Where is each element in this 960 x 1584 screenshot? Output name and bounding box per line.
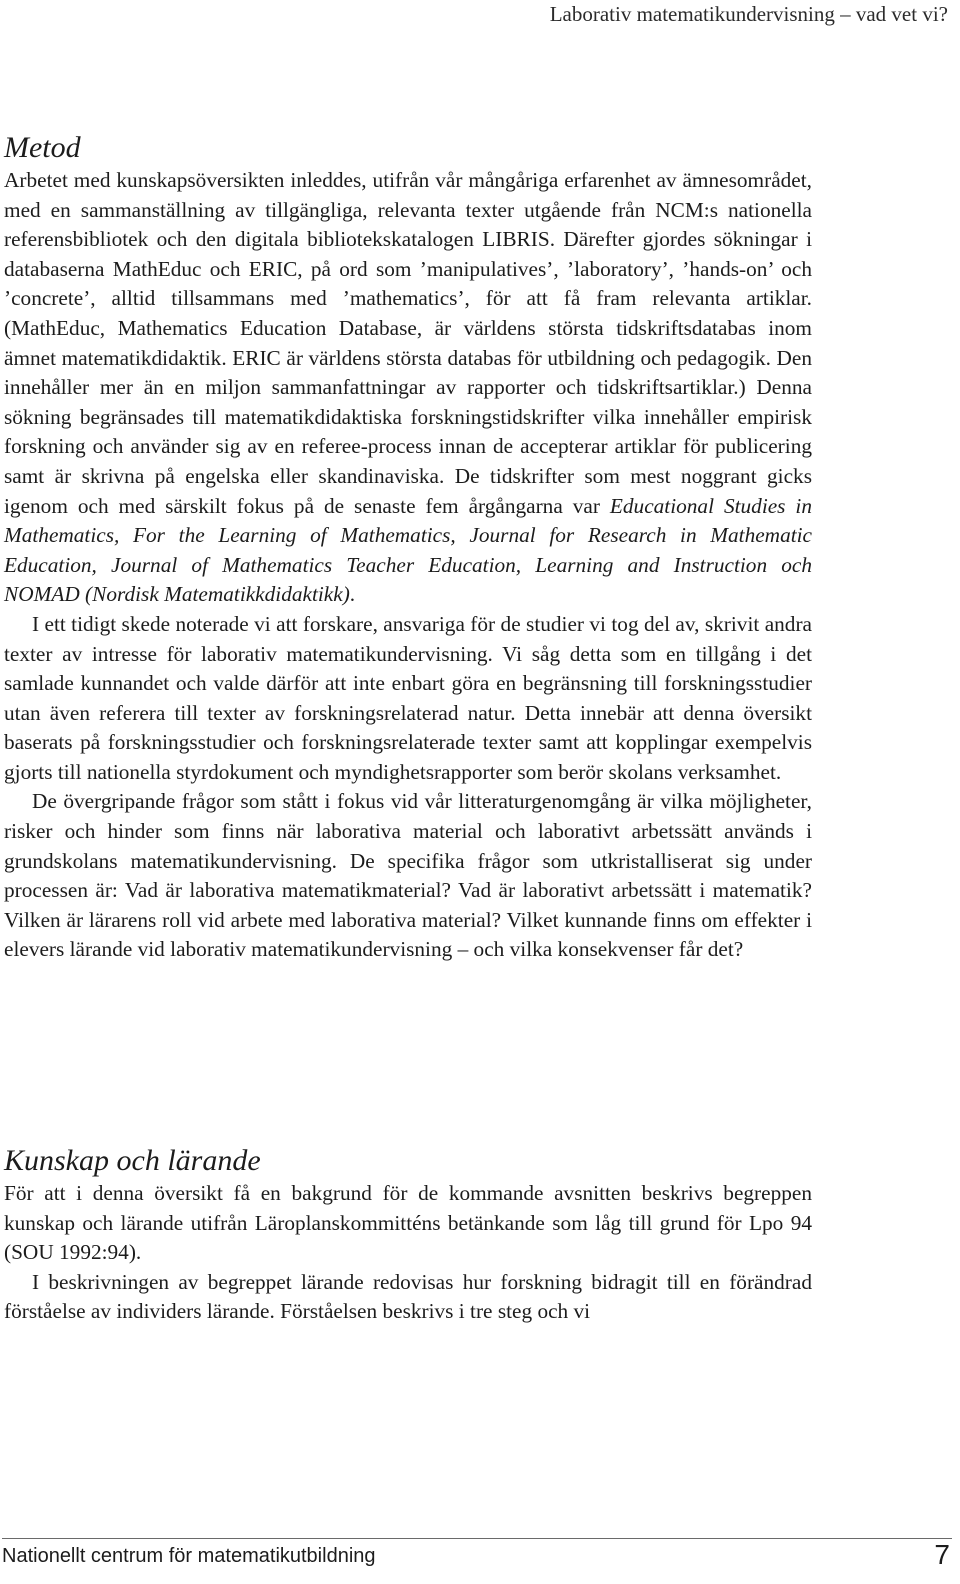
paragraph: De övergripande frågor som stått i fokus vid vår litteraturgenomgång är vilka möjligheter, risker och hinder som finns när laborativa material och laborativt arbetssätt används i grundskolans matematikundervisning. De specifika frågor som utkristalliserat sig under processen är: Vad är laborativa matematikmaterial? Vad är laborativt arbetssätt i matematik? Vilken är lärarens roll vid arbete med laborativa material? Vilket kunnande finns om effekter i elevers lärande vid laborativ matematikundervisning – och vilka konsekvenser får det?	[4, 789, 812, 962]
journal-list: Educational Studies in Mathematics, For the Learning of Mathematics, Journal for Research in Mathematic Education, Journal of Mathematics Teacher Education, Learning and Instruction och NOMAD (Nordisk Matematikkdidaktikk)	[4, 493, 812, 607]
paragraph: För att i denna översikt få en bakgrund för de kommande avsnitten beskrivs begreppen kunskap och lärande utifrån Läroplanskommitténs betänkande som låg till grund för Lpo 94 (SOU 1992:94).	[4, 1181, 812, 1265]
page-footer	[2, 1538, 952, 1571]
paragraph-text: Arbetet med kunskapsöversikten inleddes, utifrån vår mångåriga erfarenhet av ämnesområdet, med en sammanställning av tillgängliga, relevanta texter utgående från NCM:s nationella referensbibliotek och den digitala bibliotekskatalogen LIBRIS. Därefter gjordes sökningar i databaserna MathEduc och ERIC, på ord som ’manipulatives’, ’laboratory’, ’hands-on’ och ’concrete’, alltid tillsammans med ’mathematics’, för att få fram relevanta artiklar. (MathEduc, Mathematics Education Database, är världens största tidskriftsdatabas inom ämnet matematikdidaktik. ERIC är världens största databas för utbildning och pedagogik. Den innehåller mer än en miljon sammanfattningar av rapporter och tidskriftsartiklar.) Denna sökning begränsades till matematikdidaktiska forskningstidskrifter vilka innehåller empirisk forskning och använder sig av en referee-process innan de accepterar artiklar för publicering samt är skrivna på engelska eller skandinaviska. De tidskrifter som mest noggrant gicks igenom och med särskilt fokus på de senaste fem årgångarna var	[4, 168, 812, 518]
paragraph: I beskrivningen av begreppet lärande redovisas hur forskning bidragit till en förändrad förståelse av individers lärande. Förståelsen beskrivs i tre steg och vi	[4, 1269, 812, 1324]
paragraph	[4, 166, 812, 610]
section-heading: Metod	[4, 131, 81, 164]
section-metod	[4, 130, 812, 965]
footer-organization: Nationellt centrum för matematikutbildning	[2, 1545, 376, 1567]
section-heading: Kunskap och lärande	[4, 1144, 261, 1177]
section-kunskap-och-larande	[4, 1143, 812, 1327]
page-number: 7	[934, 1539, 950, 1570]
running-header: Laborativ matematikundervisning – vad vet vi?	[549, 2, 948, 26]
paragraph-end: .	[349, 582, 356, 607]
paragraph: I ett tidigt skede noterade vi att forskare, ansvariga för de studier vi tog del av, skrivit andra texter av intresse för laborativ matematikundervisning. Vi såg detta som en tillgång i det samlade kunnandet och valde därför att inte enbart göra en begränsning till forskningsstudier utan även referera till texter av forskningsrelaterad natur. Detta innebär att denna översikt baserats på forskningsstudier och forskningsrelaterade texter samt att kopplingar exempelvis gjorts till nationella styrdokument och myndighetsrapporter som berör skolans verksamhet.	[4, 611, 812, 784]
